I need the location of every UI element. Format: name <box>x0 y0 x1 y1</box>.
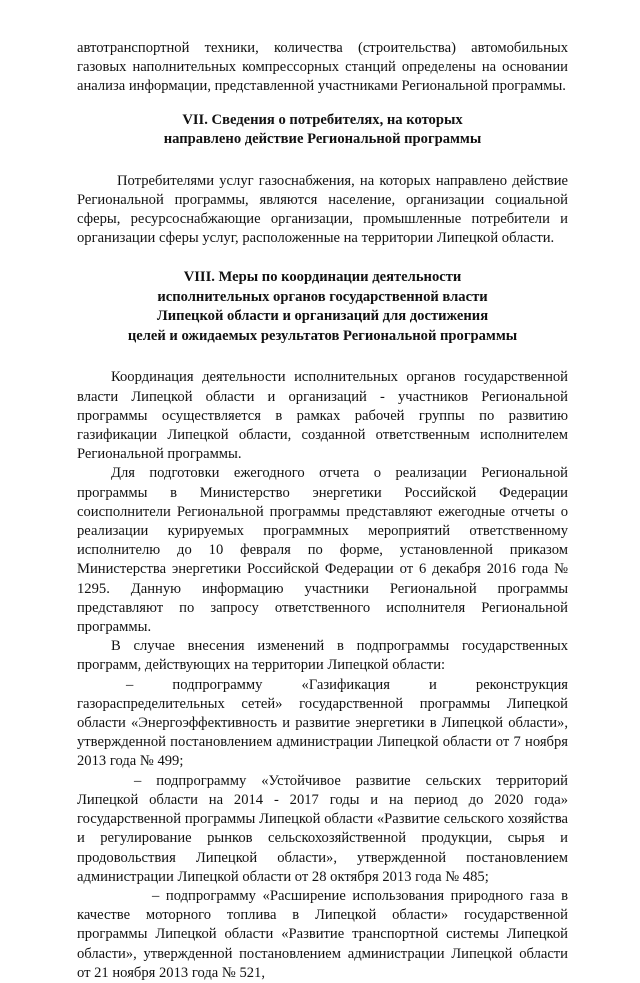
section-7-paragraph: Потребителями услуг газоснабжения, на которых направлено действие Региональной программы, являются население, организации социальной сферы, ресурсоснабжающие организации, промышленные потребители и организации сферы услуг, расположенные на территории Липецкой области. <box>77 172 568 247</box>
section-8-title-line-3: Липецкой области и организаций для достижения <box>156 308 489 325</box>
section-8-paragraph-reporting: Для подготовки ежегодного отчета о реализации Региональной программы в Министерство энергетики Российской Федерации соисполнители Региональной программы представляют ежегодные отчеты о реализации курируемых программных мероприятий ответственному исполнителю до 10 февраля по форме, установленной приказом Министерства энергетики Российской Федерации от 6 декабря 2016 года № 1295. Данную информацию участники Региональной программы представляют по запросу ответственного исполнителя Региональной программы. <box>77 465 568 636</box>
section-8-paragraph-coordination: Координация деятельности исполнительных органов государственной власти Липецкой области и организаций - участников Региональной программы осуществляется в рамках рабочей группы по развитию газификации Липецкой области, созданной ответственным исполнителем Региональной программы. <box>77 369 568 463</box>
section-7-heading <box>77 111 568 150</box>
section-8-title-line-4: целей и ожидаемых результатов Региональной программы <box>127 327 518 344</box>
section-7-title-line-2: направлено действие Региональной программы <box>163 131 482 148</box>
section-8-title-line-1: VIII. Меры по координации деятельности <box>183 269 462 286</box>
section-8-heading <box>77 268 568 346</box>
list-item-gasification-subprogram: – подпрограмму «Газификация и реконструкция газораспределительных сетей» государственной программы Липецкой области «Энергоэффективность и развитие энергетики в Липецкой области», утвержденной постановлением администрации Липецкой области от 7 ноября 2013 года № 499; <box>77 676 568 770</box>
section-8-title-line-2: исполнительных органов государственной власти <box>157 288 488 305</box>
list-item-motor-fuel-subprogram: – подпрограмму «Расширение использования природного газа в качестве моторного топлива в Липецкой области» государственной программы Липецкой области «Развитие транспортной системы Липецкой области», утвержденной постановлением администрации Липецкой области от 21 ноября 2013 года № 521, <box>77 887 568 981</box>
list-item-rural-development-subprogram: – подпрограмму «Устойчивое развитие сельских территорий Липецкой области на 2014 - 2017 годы и на период до 2020 года» государственной программы Липецкой области «Развитие сельского хозяйства и регулирование рынков сельскохозяйственной продукции, сырья и продовольствия Липецкой области», утвержденной постановлением администрации Липецкой области от 28 октября 2013 года № 485; <box>77 772 568 885</box>
intro-paragraph: автотранспортной техники, количества (строительства) автомобильных газовых наполнительных компрессорных станций определены на основании анализа информации, представленной участниками Региональной программы. <box>77 40 568 95</box>
section-8-paragraph-changes: В случае внесения изменений в подпрограммы государственных программ, действующих на территории Липецкой области: <box>77 638 568 674</box>
section-7-title-line-1: VII. Сведения о потребителях, на которых <box>182 111 463 128</box>
